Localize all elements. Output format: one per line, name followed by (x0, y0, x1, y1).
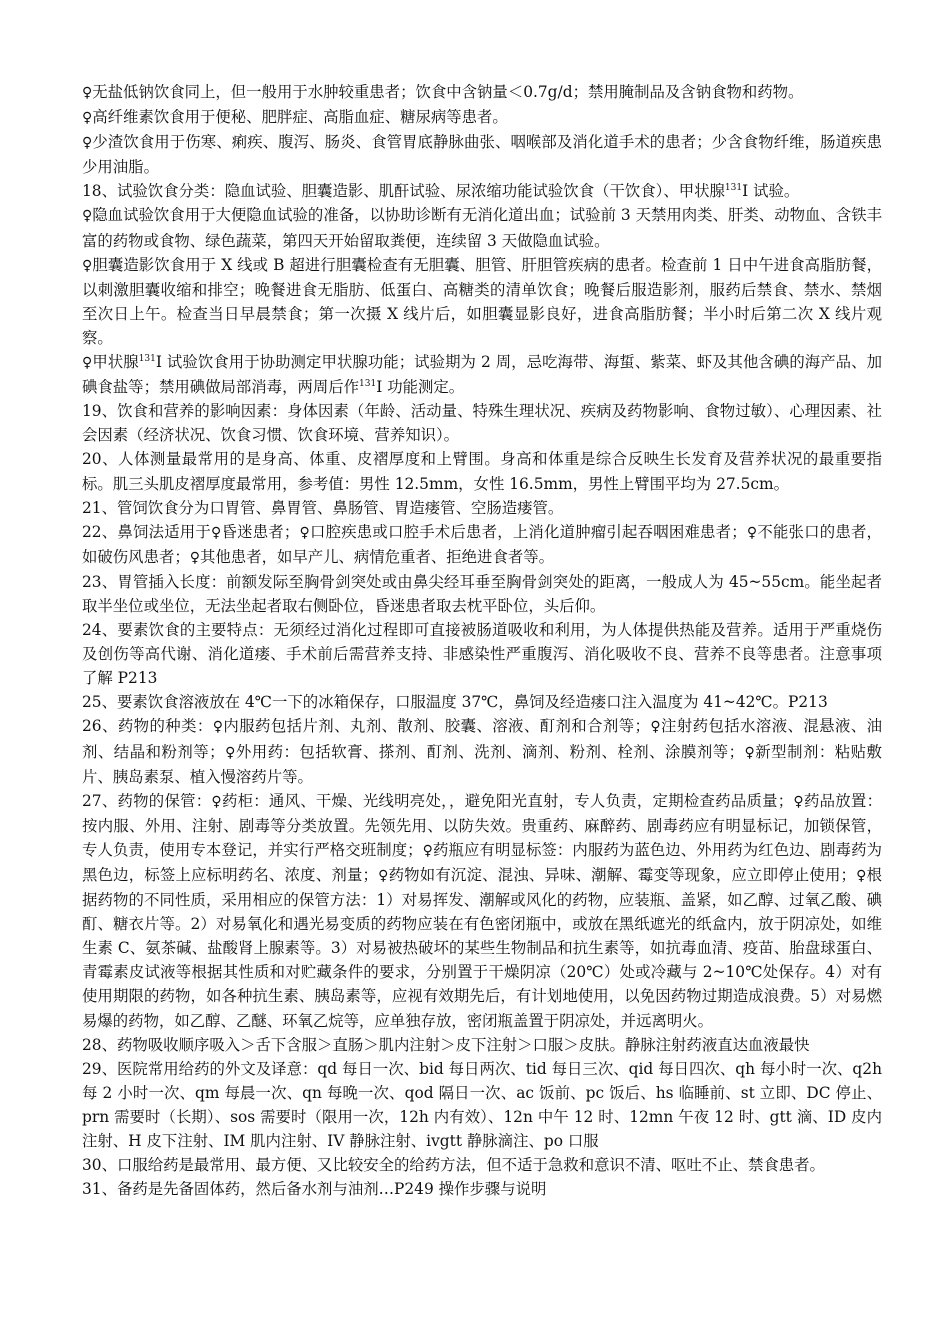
bullet-icon: ♀ (377, 868, 389, 884)
bullet-icon: ♀ (82, 85, 93, 101)
paragraph-item-25: 25、要素饮食溶液放在 4℃一下的冰箱保存，口服温度 37℃，鼻饲及经造瘘口注入温度为 41~42℃。P213 (82, 693, 828, 712)
document-page (82, 80, 882, 1201)
bullet-icon: ♀ (793, 793, 804, 810)
bullet-icon: ♀ (211, 524, 222, 541)
bullet-icon: ♀ (649, 719, 662, 736)
bullet-icon: ♀ (211, 793, 222, 810)
bullet-icon: ♀ (299, 524, 310, 541)
paragraph-occult-blood-test: ♀隐血试验饮食用于大便隐血试验的准备，以协助诊断有无消化道出血；试验前 3 天禁用肉类、肝类、动物血、含铁丰富的药物或食物、绿色蔬菜，第四天开始留取粪便，连续留 3 天做隐血试验。 (82, 206, 883, 250)
paragraph-item-18: 18、试验饮食分类：隐血试验、胆囊造影、肌酐试验、尿浓缩功能试验饮食（干饮食）、甲状腺$^{131}$I 试验。 (82, 182, 800, 201)
paragraph-item-29: 29、医院常用给药的外文及译意：qd 每日一次、bid 每日两次、tid 每日三次、qid 每日四次、qh 每小时一次、q2h 每 2 小时一次、qm 每晨一次、qn 每晚一次、qod 隔日一次、ac 饭前、pc 饭后、hs 临睡前、st 立即、DC 停止、prn 需要时（长期）、sos 需要时（限用一次，12h 内有效）、12n 中午 12 时、12mn 午夜 12 时、gtt 滴、ID 皮内注射、H 皮下注射、IM 肌内注射、IV 静脉注射、ivgtt 静脉滴注、po 口服 (82, 1059, 882, 1151)
paragraph-thyroid-test: ♀甲状腺$^{131}$I 试验饮食用于协助测定甲状腺功能；试验期为 2 周，忌吃海带、海蜇、紫菜、虾及其他含碘的海产品、加碘食盐等；禁用碘做局部消毒，两周后作$^{131}$I 功能测定。 (82, 353, 882, 397)
paragraph-item-28: 28、药物吸收顺序吸入＞舌下含服＞直肠＞肌内注射＞皮下注射＞口服＞皮肤。静脉注射药液直达血液最快 (82, 1035, 810, 1054)
paragraph-item-23: 23、胃管插入长度：前额发际至胸骨剑突处或由鼻尖经耳垂至胸骨剑突处的距离，一般成人为 45~55cm。能坐起者取半坐位或坐位，无法坐起者取右侧卧位，昏迷患者取去枕平卧位，头后仰。 (82, 572, 882, 615)
paragraph-item-27: 27、药物的保管：♀药柜：通风、干燥、光线明亮处，，避免阳光直射，专人负责，定期检查药品质量；♀药品放置：按内服、外用、注射、剧毒等分类放置。先领先用、以防失效。贵重药、麻醉药、剧毒药应有明显标记，加锁保管，专人负责，使用专本登记，并实行严格交班制度；♀药瓶应有明显标签：内服药为蓝色边、外用药为红色边、剧毒药为黑色边，标签上应标明药名、浓度、剂量；♀药物如有沉淀、混浊、异味、潮解、霉变等现象，应立即停止使用；♀根据药物的不同性质，采用相应的保管方法：1）对易挥发、潮解或风化的药物，应装瓶、盖紧，如乙醇、过氧乙酸、碘酊、糖衣片等。2）对易氧化和遇光易变质的药物应装在有色密闭瓶中，或放在黑纸遮光的纸盒内，放于阴凉处，如维生素 C、氨茶碱、盐酸肾上腺素等。3）对易被热破坏的某些生物制品和抗生素等，如抗毒血清、疫苗、胎盘球蛋白、青霉素皮试液等根据其性质和对贮藏条件的要求，分别置于干燥阴凉（20℃）处或冷藏与 2~10℃处保存。4）对有使用期限的药物，如各种抗生素、胰岛素等，应视有效期先后，有计划地使用，以免因药物过期造成浪费。5）对易燃易爆的药物，如乙醇、乙醚、环氧乙烷等，应单独存放，密闭瓶盖置于阴凉处，并远离明火。 (82, 791, 882, 1030)
paragraph-item-21: 21、管饲饮食分为口胃管、鼻胃管、鼻肠管、胃造瘘管、空肠造瘘管。 (82, 498, 564, 517)
paragraph-low-residue-diet: ♀少渣饮食用于伤寒、痢疾、腹泻、肠炎、食管胃底静脉曲张、咽喉部及消化道手术的患者；少含食物纤维，肠道疾患少用油脂。 (82, 133, 882, 177)
paragraph-item-26: 26、药物的种类：♀内服药包括片剂、丸剂、散剂、胶囊、溶液、酊剂和合剂等；♀注射药包括水溶液、混悬液、油剂、结晶和粉剂等；♀外用药：包括软膏、搽剂、酊剂、洗剂、滴剂、粉剂、栓剂、涂膜剂等；♀新型制剂：粘贴敷片、胰岛素泵、植入慢溶药片等。 (82, 717, 882, 786)
bullet-icon: ♀ (744, 744, 756, 761)
paragraph-item-19: 19、饮食和营养的影响因素：身体因素（年龄、活动量、特殊生理状况、疾病及药物影响、食物过敏）、心理因素、社会因素（经济状况、饮食习惯、饮食环境、营养知识）。 (82, 402, 882, 445)
bullet-icon: ♀ (82, 110, 93, 127)
paragraph-item-22: 22、鼻饲法适用于♀昏迷患者；♀口腔疾患或口腔手术后患者，上消化道肿瘤引起吞咽困难患者；♀不能张口的患者，如破伤风患者；♀其他患者，如早产儿、病情危重者、拒绝进食者等。 (82, 522, 882, 566)
bullet-icon: ♀ (189, 549, 201, 566)
paragraph-item-20: 20、人体测量最常用的是身高、体重、皮褶厚度和上臂围。身高和体重是综合反映生长发育及营养状况的最重要指标。肌三头肌皮褶厚度最常用，参考值：男性 12.5mm，女性 16.5mm，男性上臂围平均为 27.5cm。 (82, 450, 882, 493)
bullet-icon: ♀ (422, 842, 434, 859)
bullet-icon: ♀ (746, 524, 758, 541)
paragraph-high-fiber-diet: ♀高纤维素饮食用于便秘、肥胖症、高脂血症、糖尿病等患者。 (82, 108, 508, 127)
bullet-icon: ♀ (212, 719, 224, 736)
paragraph-item-31: 31、备药是先备固体药，然后备水剂与油剂…P249 操作步骤与说明 (82, 1180, 547, 1199)
paragraph-low-sodium-diet: ♀无盐低钠饮食同上，但一般用于水肿较重患者；饮食中含钠量＜0.7g/d；禁用腌制品及含钠食物和药物。 (82, 83, 804, 101)
bullet-icon: ♀ (82, 355, 93, 372)
paragraph-cholecystography: ♀胆囊造影饮食用于 X 线或 B 超进行胆囊检查有无胆囊、胆管、肝胆管疾病的患者。检查前 1 日中午进食高脂肪餐，以刺激胆囊收缩和排空；晚餐进食无脂肪、低蛋白、高糖类的清单饮食；晚餐后服造影剂，服药后禁食、禁水、禁烟至次日上午。检查当日早晨禁食；第一次摄 X 线片后，如胆囊显影良好，进食高脂肪餐；半小时后第二次 X 线片观察。 (82, 255, 882, 347)
paragraph-item-24: 24、要素饮食的主要特点：无须经过消化过程即可直接被肠道吸收和利用，为人体提供热能及营养。适用于严重烧伤及创伤等高代谢、消化道瘘、手术前后需营养支持、非感染性严重腹泻、消化吸收不良、营养不良等患者。注意事项了解 P213 (82, 621, 882, 688)
bullet-icon: ♀ (855, 868, 867, 884)
bullet-icon: ♀ (82, 257, 93, 274)
bullet-icon: ♀ (82, 135, 93, 152)
bullet-icon: ♀ (224, 744, 236, 761)
bullet-icon: ♀ (82, 208, 93, 225)
paragraph-item-30: 30、口服给药是最常用、最方便、又比较安全的给药方法，但不适于急救和意识不清、呕吐不止、禁食患者。 (82, 1156, 825, 1175)
